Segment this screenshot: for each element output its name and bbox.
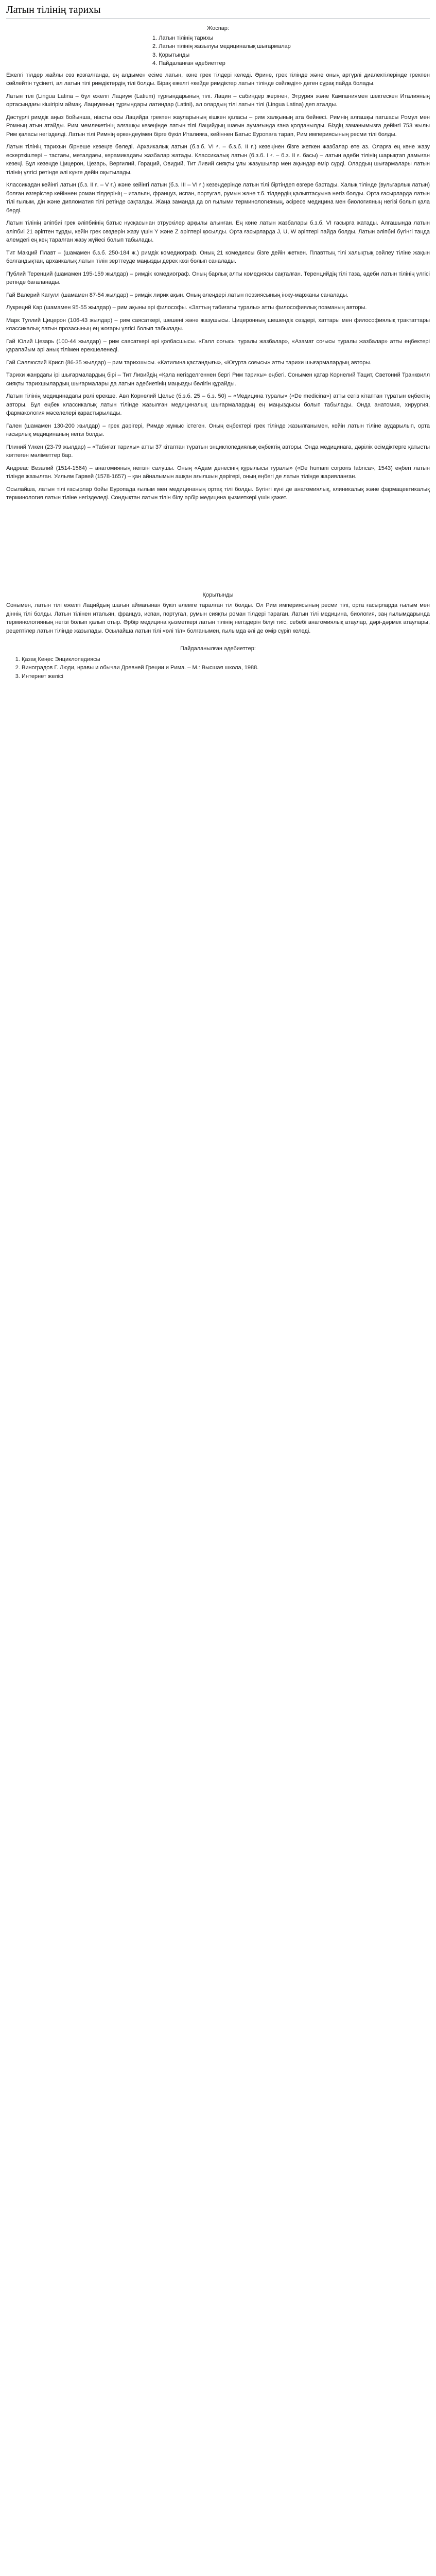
- body-paragraph: Гай Саллюстий Крисп (86-35 жылдар) – рим тарихшысы. «Катилина қастандығы», «Югурта соғысы» атты тарихи шығармалардың авторы.: [6, 359, 372, 366]
- spacer: [6, 506, 430, 584]
- body-paragraph: Осылайша, латын тілі ғасырлар бойы Еуропада ғылым мен медицинаның ортақ тілі болды. Бүгінгі күні де анатомиялық, клиникалық және фармацевтикалық терминология латын тіліне негізделеді. Сондықтан латын тілін білу әрбір медицина қызметкері үшін қажет.: [6, 486, 430, 501]
- body-paragraph: Гален (шамамен 130-200 жылдар) – грек дәрігері, Римде жұмыс істеген. Оның еңбектері грек тілінде жазылғанымен, кейін латын тіліне аударылып, орта ғасырлық медицинаның негізі болды.: [6, 422, 430, 437]
- body-paragraph: Латын тілі (Lingua Latina – бұл ежелгі Лациум (Latium) тұрғындарының тілі. Лацин – сабиндер жерінен, Этрурия және Кампаниямен шектескен Италияның ортасындағы кішігірім аймақ. Лациумның тұрғындары латиндар (Latini), ал олардың тілі латын тілі (Lingua Latina) деп аталды.: [6, 93, 430, 108]
- reference-item: 1. Қазақ Кеңес Энциклопедиясы: [22, 655, 430, 664]
- page-title: Латын тілінің тарихы: [6, 0, 430, 19]
- body-paragraph: Андреас Везалий (1514-1564) – анатомияның негізін салушы. Оның «Адам денесінің құрылысы туралы» («De humani corporis fabrica», 1543) еңбегі латын тілінде жазылған. Уильям Гарвей (1578-1657) – қан айналымын ашқан ағылшын дәрігері, оның еңбегі де латын тілінде жарияланған.: [6, 465, 430, 480]
- body-paragraph: Латын тілінің тарихын бірнеше кезеңге бөледі. Архаикалық латын (б.з.б. VI ғ. – б.з.б. II ғ.) кезеңінен бізге жеткен жазбалар өте аз. Оларға ең көне жазу ескерткіштері – тастағы, металдағы, керамикадағы жазбалар жатады. Классикалық латын (б.з.б. I ғ. – б.з. II ғ. басы) – латын әдеби тілінің шарықтап дамыған кезеңі. Бұл кезеңде Цицерон, Цезарь, Вергилий, Гораций, Овидий, Тит Ливий сияқты ұлы жазушылар мен ақындар өмір сүрді. Олардың шығармалары латын тілінің үлгісі ретінде әлі күнге дейін оқытылады.: [6, 144, 430, 176]
- body-paragraph: Марк Туллий Цицерон (106-43 жылдар) – рим саясаткері, шешені және жазушысы. Цицеронның шешендік сөздері, хаттары мен философиялық трактаттары классикалық латын прозасының ең жоғары үлгісі болып табылады.: [6, 317, 430, 332]
- body-paragraph: Латын тілінің әліпбиі грек әліпбиінің батыс нұсқасынан этрускілер арқылы алынған. Ең көне латын жазбалары б.з.б. VI ғасырға жатады. Алғашында латын әліпбиі 21 әріптен тұрды, кейін грек сөздерін жазу үшін Y және Z әріптері қосылды. Орта ғасырларда J, U, W әріптері пайда болды. Латын әліпбиі бүгінгі таңда әлемдегі ең кең таралған жазу жүйесі болып табылады.: [6, 220, 430, 243]
- reference-item: 3. Интернет желісі: [22, 672, 430, 681]
- article: [0, 0, 436, 691]
- body-paragraph: Гай Валерий Катулл (шамамен 87-54 жылдар) – римдік лирик ақын. Оның өлеңдері латын поэзиясының інжу-маржаны саналады.: [6, 292, 348, 298]
- body-paragraph: Тит Макций Плавт – (шамамен б.з.б. 250-184 ж.) римдік комедиограф. Оның 21 комедиясы бізге дейін жеткен. Плавттың тілі халықтық сөйлеу тіліне жақын болғандықтан, архаикалық латын тілін зерттеуде маңызды дерек көзі болып саналады.: [6, 249, 430, 264]
- body-paragraph: Плиний Үлкен (23-79 жылдар) – «Табиғат тарихы» атты 37 кітаптан тұратын энциклопедиялық еңбектің авторы. Онда медицинаға, дәрілік өсімдіктерге қатысты көптеген мәліметтер бар.: [6, 444, 430, 459]
- references-heading: Пайдаланылған әдебиеттер:: [180, 646, 256, 652]
- body-paragraph: Дәстүрлі римдік аңыз бойынша, ніасты осы Лацийда грекпен жауларының кішкен қаласы – рим халқының ата бейнесі. Римнің алғашқы патшасы Ромул мен Ромның атын атайды. Рим мемлекетінің алғашқы кезеңінде латын тілі Лацийдың шағын аумағында ғана қолданылды. Біздің заманымызға дейінгі 753 жылы Рим қаласы негізделді. Латын тілі Римнің өркендеуімен бірге бүкіл Италияға, кейіннен Батыс Еуропаға тарап, Рим империясының ресми тілі болды.: [6, 114, 430, 138]
- toc-item[interactable]: 2. Латын тілінің жазылуы медициналық шығармалар: [159, 42, 291, 51]
- toc-item[interactable]: 4. Пайдаланған әдебиеттер: [159, 59, 291, 68]
- reference-item: 2. Виноградов Г. Люди, нравы и обычаи Древней Греции и Рима. – М.: Высшая школа, 1988.: [22, 664, 430, 672]
- toc-heading: Жоспар:: [207, 25, 229, 31]
- toc-list: [145, 34, 291, 68]
- body-paragraph: Ежелгі тілдер жайлы сөз қозғалғанда, ең алдымен есіме латын, көне грек тілдері келеді. Әрине, грек тілінде және оның артұрлі диалектілерінде грекпен сөйлейтін тұсінеті, ал латын тілі римдіктердің тілі болды. Бірақ ежелгі «кейде римдіктер латын тілінде сөйледі»» деген сұрақ пайда болады.: [6, 72, 430, 87]
- conclusion-heading: Қорытынды: [202, 591, 234, 598]
- body-paragraph: Классикадан кейінгі латын (б.з. II ғ. – V ғ.) және кейінгі латын (б.з. III – VI ғ.) кезеңдерінде латын тілі біртіндеп өзгере бастады. Халық тілінде (вульгарлық латын) болған өзгерістер кейіннен роман тілдерінің – итальян, француз, испан, португал, румын және т.б. тілдердің қалыптасуына негіз болды. Орта ғасырларда латын тілі ғылым, дін және дипломатия тілі ретінде сақталды. Жаңа заманда да ол ғылыми терминологияның, әсіресе медицина мен биологияның негізі болып қала берді.: [6, 182, 430, 214]
- body-paragraph: Тарихи жанрдағы ірі шығармалардың бірі – Тит Ливийдің «Қала негізделгеннен бергі Рим тарихы» еңбегі. Сонымен қатар Корнелий Тацит, Светоний Транквилл сияқты тарихшылардың шығармалары да латын әдебиетінің маңызды бөлігін құрайды.: [6, 372, 430, 387]
- body-paragraph: Лукреций Кар (шамамен 95-55 жылдар) – рим ақыны әрі философы. «Заттың табиғаты туралы» атты философиялық поэманың авторы.: [6, 304, 367, 311]
- conclusion-paragraph: Сонымен, латын тілі ежелгі Лацийдың шағын аймағынан бүкіл әлемге таралған тіл болды. Ол Рим империясының ресми тілі, орта ғасырларда ғылым мен діннің тілі болды. Латын тілінен итальян, француз, испан, португал, румын сияқты роман тілдері тараған. Латын тілі медицина, биология, заң ғылымдарында терминологияның негізі болып қалып отыр. Әрбір медицина қызметкері латын тілінің негіздерін білуі тиіс, себебі анатомиялық атаулар, дәрі-дәрмек атаулары, рецептілер латын тілінде жазылады. Осылайша латын тілі «өлі тіл» болғанымен, ғылымда әлі де өмір сүріп келеді.: [6, 602, 430, 634]
- table-of-contents: [6, 24, 430, 68]
- toc-item[interactable]: 1. Латын тілінің тарихы: [159, 34, 291, 43]
- body-paragraph: Публий Теренций (шамамен 195-159 жылдар) – римдік комедиограф. Оның барлық алты комедиясы сақталған. Теренцийдің тілі таза, әдеби латын тілінің үлгісі ретінде бағаланады.: [6, 270, 430, 285]
- body-paragraph: Латын тілінің медицинадағы рөлі ерекше. Авл Корнелий Цельс (б.з.б. 25 – б.з. 50) – «Медицина туралы» («De medicina») атты сегіз кітаптан тұратын еңбектің авторы. Бұл еңбек классикалық латын тілінде жазылған медициналық шығармалардың ең маңыздысы болып табылады. Онда анатомия, хирургия, фармакология мәселелері қарастырылады.: [6, 393, 430, 416]
- article-body: [6, 71, 430, 502]
- body-paragraph: Гай Юлий Цезарь (100-44 жылдар) – рим саясаткері әрі қолбасшысы. «Галл соғысы туралы жазбалар», «Азамат соғысы туралы жазбалар» атты еңбектері қарапайым әрі анық тілімен ерекшеленеді.: [6, 338, 430, 353]
- references-list: [6, 655, 430, 681]
- toc-item[interactable]: 3. Қорытынды: [159, 51, 291, 60]
